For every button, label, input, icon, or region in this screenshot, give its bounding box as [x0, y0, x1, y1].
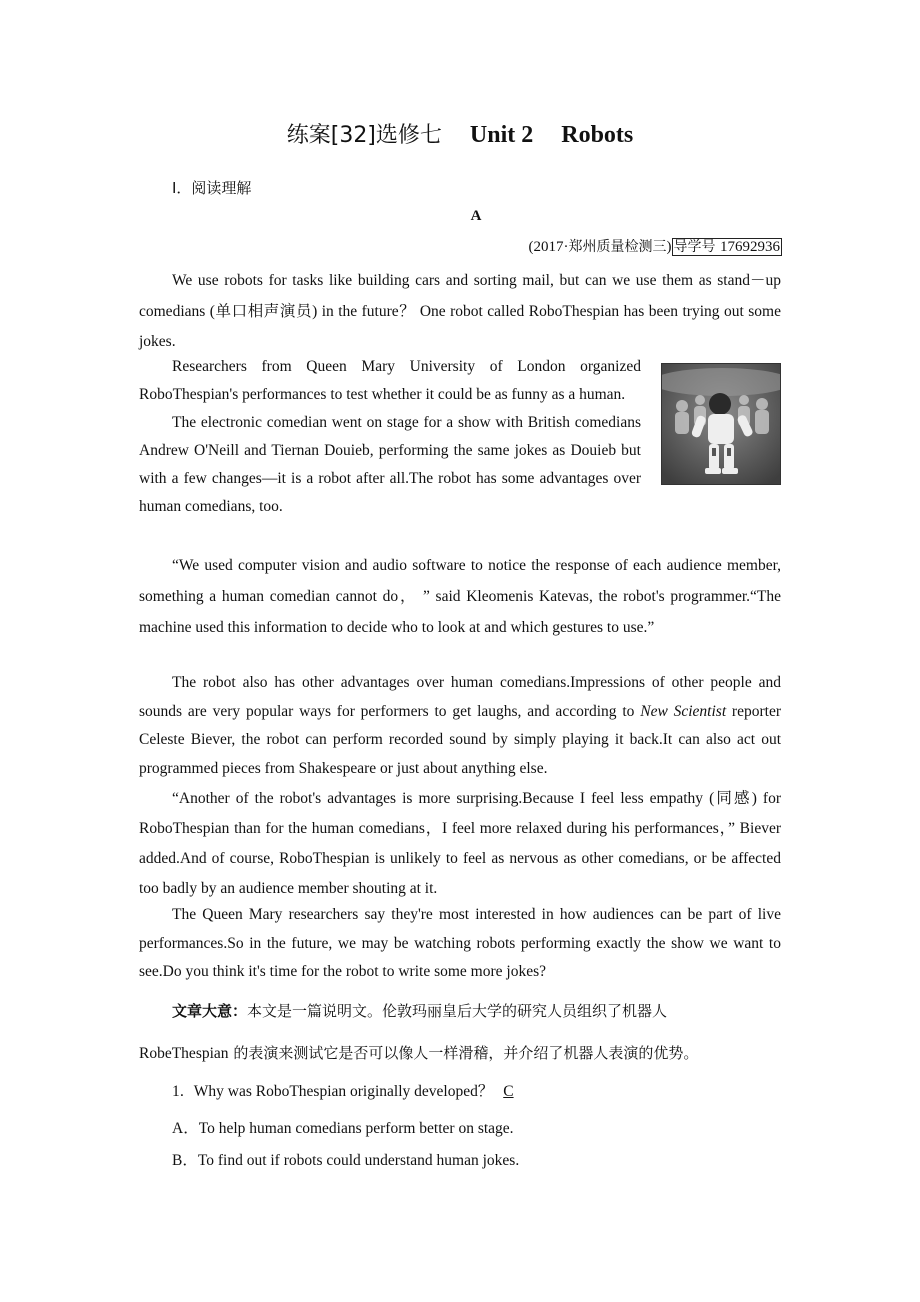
paragraph-4: “We used computer vision and audio software to notice the response of each audience member, something a human comedian cannot do， ” said Kleomenis Katevas, the robot's programmer.“The machine used this information to decide who to look at and which gestures to use.” [139, 557, 781, 636]
paragraph-3: The electronic comedian went on stage for a show with British comedians Andrew O'Neill and Tiernan Douieb, performing the same jokes as Douieb but with a few changes—it is a robot after all.The robot has some advantages over human comedians, too. [139, 414, 641, 515]
guide-number-box: 导学号 17692936 [673, 239, 780, 255]
paragraph-6: “Another of the robot's advantages is more surprising.Because I feel less empathy (同感) for RoboThespian than for the human comedians，I feel more relaxed during his performances，” Biever added.And of course, RoboThespian is unlikely to feel as nervous as other comedians, or be affected too badly by an audience member shouting at it. [139, 790, 781, 897]
paragraph-1: We use robots for tasks like building cars and sorting mail, but can we use them as stand－up comedians (单口相声演员) in the future？ One robot called RoboThespian has been trying out some jokes. [139, 272, 781, 350]
paragraph-7: The Queen Mary researchers say they're most interested in how audiences can be part of live performances.So in the future, we may be watching robots performing exactly the show we want to see.Do you think it's time for the robot to write some more jokes? [139, 906, 781, 980]
answer-blank: C [503, 1083, 514, 1100]
section-heading: Ⅰ．阅读理解 [172, 179, 252, 197]
summary-label: 文章大意： [172, 1002, 248, 1020]
paragraph-5: The robot also has other advantages over human comedians.Impressions of other people and sounds are very popular ways for performers to get laughs, and according to New Scientist reporter Celeste Biever, the robot can perform recorded sound by simply playing it back.It can also act out programmed pieces from Shakespeare or just about anything else. [139, 674, 781, 777]
guide-number: 17692936 [720, 239, 780, 255]
question-stem: Why was RoboThespian originally developed？ [193, 1083, 494, 1100]
article-summary: 文章大意：本文是一篇说明文。伦敦玛丽皇后大学的研究人员组织了机器人 RobeThespian 的表演来测试它是否可以像人一样滑稽，并介绍了机器人表演的优势。 [139, 1002, 699, 1062]
title-cn: 练案[32]选修七 [286, 123, 442, 148]
robot-image-icon [662, 364, 781, 485]
page-title [0, 118, 920, 149]
passage-source: (2017·郑州质量检测三) 导学号 17692936 [528, 239, 780, 255]
question-1: 1．Why was RoboThespian originally developed？ C [172, 1079, 520, 1101]
source-exam: 郑州质量检测三 [568, 239, 667, 255]
robots-photo [661, 363, 781, 485]
option-b: B．To find out if robots could understand human jokes. [172, 1152, 520, 1169]
option-a: A．To help human comedians perform better on stage. [172, 1120, 514, 1137]
publication-name: New Scientist [640, 702, 727, 720]
title-unit: Unit 2 [469, 122, 534, 148]
paragraph-2: Researchers from Queen Mary University of London organized RoboThespian's performances to test whether it could be as funny as a human. [139, 358, 641, 403]
paragraphs-with-image [139, 353, 781, 521]
passage-label: A [470, 208, 482, 224]
title-topic: Robots [561, 122, 634, 148]
